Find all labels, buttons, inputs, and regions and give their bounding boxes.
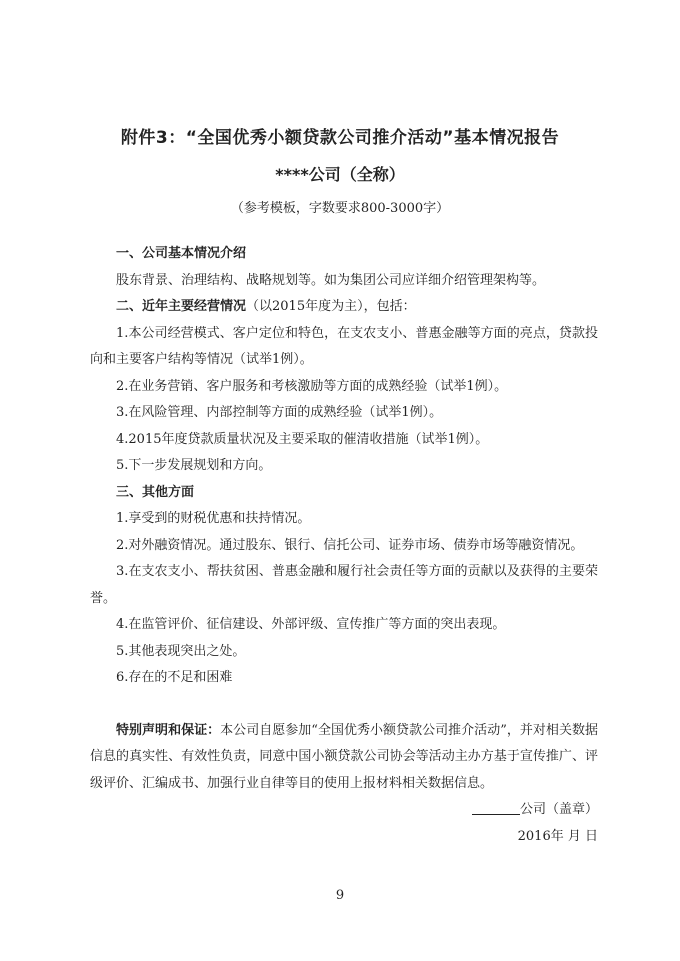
declaration: [90, 718, 598, 798]
section-heading-2-suffix: （以2015年度为主），包括：: [246, 299, 416, 314]
list-item: 4.2015年度贷款质量状况及主要采取的催清收措施（试举1例）。: [116, 431, 489, 447]
section-heading-3: 三、其他方面: [116, 484, 195, 500]
page-title: 附件3：“全国优秀小额贷款公司推介活动”基本情况报告: [120, 128, 560, 148]
section-heading-2: [90, 294, 598, 321]
list-item: 2.在业务营销、客户服务和考核激励等方面的成熟经验（试举1例）。: [116, 378, 508, 394]
list-item: 1.本公司经营模式、客户定位和特色，在支农支小、普惠金融等方面的亮点，贷款投向和主要客户结构等情况（试举1例）。: [90, 325, 598, 367]
signature-company: [90, 797, 598, 824]
list-item: 1.享受到的财税优惠和扶持情况。: [116, 511, 311, 526]
section-heading-1: 一、公司基本情况介绍: [116, 246, 247, 261]
list-item: 5.下一步发展规划和方向。: [116, 458, 272, 473]
list-item: 6.存在的不足和困难: [116, 670, 233, 685]
signature-date: 2016年 月 日: [517, 828, 598, 844]
list-item: 3.在支农支小、帮扶贫困、普惠金融和履行社会责任等方面的贡献以及获得的主要荣誉。: [90, 564, 598, 606]
declaration-label: 特别声明和保证：: [116, 722, 221, 738]
section-heading-2-label: 二、近年主要经营情况: [116, 299, 247, 314]
document-body: [90, 241, 598, 850]
company-name: ****公司（全称）: [275, 165, 405, 184]
signature-blank: [472, 800, 520, 815]
list-item: 3.在风险管理、内部控制等方面的成熟经验（试举1例）。: [116, 405, 443, 420]
section-1-text: 股东背景、治理结构、战略规划等。如为集团公司应详细介绍管理架构等。: [116, 272, 546, 288]
page-number: 9: [335, 888, 345, 903]
list-item: 5.其他表现突出之处。: [116, 643, 246, 659]
list-item: 2.对外融资情况。通过股东、银行、信托公司、证券市场、债券市场等融资情况。: [116, 537, 584, 553]
signature-company-label: 公司（盖章）: [519, 802, 598, 817]
declaration-text: 本公司自愿参加“全国优秀小额贷款公司推介活动”，并对相关数据信息的真实性、有效性负责，同意中国小额贷款公司协会等活动主办方基于宣传推广、评级评价、汇编成书、加强行业自律等目的使用上报材料相关数据信息。: [90, 722, 598, 791]
list-item: 4.在监管评价、征信建设、外部评级、宣传推广等方面的突出表现。: [116, 617, 506, 632]
template-note: （参考模板，字数要求800-3000字）: [230, 201, 450, 216]
